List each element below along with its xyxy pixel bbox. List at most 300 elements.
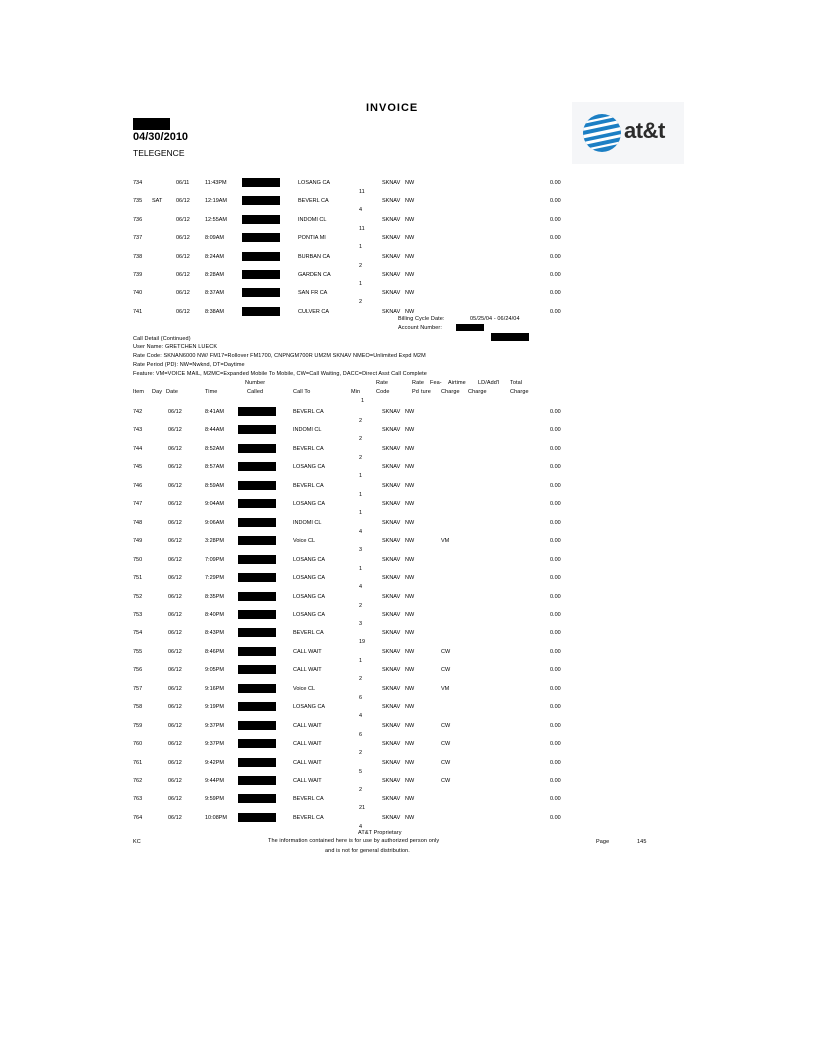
item-number: 734 — [133, 180, 143, 186]
call-date: 06/12 — [168, 667, 182, 674]
table-row — [0, 180, 816, 190]
call-date: 06/12 — [168, 519, 182, 526]
call-time: 8:09AM — [205, 235, 224, 242]
table-row — [0, 704, 816, 714]
item-number: 742 — [133, 409, 143, 415]
col-time: Time — [205, 389, 218, 395]
rate-period: NW — [405, 593, 415, 600]
call-time: 8:44AM — [205, 427, 224, 434]
rate-code: SKNAV — [382, 556, 401, 563]
total-charge: 0.00 — [550, 519, 561, 526]
item-number: 756 — [133, 667, 143, 674]
call-time: 8:24AM — [205, 253, 224, 260]
call-date: 06/12 — [168, 778, 182, 784]
call-date: 06/12 — [176, 253, 190, 260]
call-to-city: CALL WAIT — [293, 722, 322, 729]
call-time: 8:52AM — [205, 445, 224, 452]
footer-page-label: Page — [596, 839, 610, 845]
rate-period: NW — [405, 180, 415, 186]
call-time: 12:19AM — [205, 198, 228, 205]
redacted-number — [242, 196, 280, 205]
call-time: 3:28PM — [205, 538, 224, 545]
table-row — [0, 630, 816, 640]
redacted-number — [242, 215, 280, 224]
rate-code: SKNAV — [382, 685, 401, 692]
rate-period: NW — [405, 501, 415, 508]
rate-period: NW — [405, 290, 415, 297]
call-to-city: BEVERL CA — [293, 814, 324, 821]
call-date: 06/12 — [168, 538, 182, 545]
feature-code: VM — [441, 685, 450, 692]
call-time: 9:16PM — [205, 685, 224, 692]
call-date: 06/12 — [176, 308, 190, 315]
col-item: Item — [133, 389, 145, 395]
call-minutes: 2 — [359, 418, 363, 424]
call-date: 06/12 — [168, 556, 182, 563]
item-number: 762 — [133, 778, 143, 784]
redacted-number — [238, 481, 276, 490]
table-row — [0, 760, 816, 770]
rate-code: SKNAV — [382, 630, 401, 637]
call-date: 06/12 — [176, 198, 190, 205]
detail-line-5: Feature: VM=VOICE MAIL, M2MC=Expanded Mobile To Mobile, CW=Call Waiting, DACC=Direct Asst Call Complete — [133, 371, 427, 377]
item-number: 747 — [133, 501, 143, 508]
call-time: 7:09PM — [205, 556, 224, 563]
globe-icon — [582, 111, 622, 155]
col-airtime-charge: Charge — [441, 389, 460, 395]
redacted-number — [238, 794, 276, 803]
col-call-to: Call To — [293, 389, 311, 395]
call-time: 8:28AM — [205, 272, 224, 278]
feature-code: VM — [441, 538, 450, 545]
rate-code: SKNAV — [382, 593, 401, 600]
total-charge: 0.00 — [550, 593, 561, 600]
table-row — [0, 575, 816, 585]
call-to-city: LOSANG CA — [293, 575, 326, 582]
rate-code: SKNAV — [382, 235, 401, 242]
call-minutes: 5 — [359, 768, 363, 775]
item-number: 746 — [133, 482, 143, 489]
call-minutes: 1 — [359, 510, 363, 517]
rate-period: NW — [405, 272, 415, 278]
call-time: 10:08PM — [205, 814, 228, 821]
total-charge: 0.00 — [550, 704, 561, 711]
footer-proprietary: AT&T Proprietary — [358, 830, 402, 836]
rate-code: SKNAV — [382, 722, 401, 729]
redacted-number — [238, 665, 276, 674]
redacted-number — [238, 407, 276, 416]
col-date: Date — [166, 389, 179, 395]
item-number: 749 — [133, 538, 143, 545]
item-number: 745 — [133, 464, 143, 471]
call-minutes: 2 — [359, 454, 363, 461]
redacted-number — [238, 721, 276, 730]
rate-code: SKNAV — [382, 427, 401, 434]
item-number: 757 — [133, 685, 143, 692]
rate-period: NW — [405, 445, 415, 452]
item-number: 763 — [133, 796, 143, 803]
col-ture: ture — [421, 389, 431, 395]
redacted-number — [238, 776, 276, 785]
item-number: 759 — [133, 722, 143, 729]
redacted-number — [238, 702, 276, 711]
item-number: 744 — [133, 445, 143, 452]
col-min: Min — [351, 389, 361, 395]
call-time: 8:38AM — [205, 308, 224, 315]
table-row — [0, 254, 816, 264]
call-time: 8:57AM — [205, 464, 224, 471]
col-rate2-top: Rate — [412, 380, 425, 386]
col-code: Code — [376, 389, 390, 395]
call-date: 06/12 — [176, 272, 190, 278]
rate-period: NW — [405, 648, 415, 655]
call-date: 06/12 — [168, 409, 182, 415]
redacted-number — [242, 288, 280, 297]
call-time: 8:43PM — [205, 630, 224, 637]
table-row — [0, 446, 816, 456]
rate-period: NW — [405, 667, 415, 674]
rate-code: SKNAV — [382, 796, 401, 803]
item-number: 748 — [133, 519, 143, 526]
total-charge: 0.00 — [550, 180, 561, 186]
rate-period: NW — [405, 741, 415, 748]
total-charge: 0.00 — [550, 685, 561, 692]
billing-cycle-label: Billing Cycle Date: — [398, 316, 445, 322]
call-to-city: BEVERL CA — [293, 482, 324, 489]
rate-code: SKNAV — [382, 667, 401, 674]
col-day: Day — [152, 389, 163, 395]
call-to-city: LOSANG CA — [293, 556, 326, 563]
redacted-number — [238, 444, 276, 453]
call-minutes: 11 — [359, 189, 365, 195]
item-number: 758 — [133, 704, 143, 711]
item-number: 754 — [133, 630, 143, 637]
table-row — [0, 427, 816, 437]
rate-period: NW — [405, 630, 415, 637]
item-number: 741 — [133, 308, 143, 315]
call-minutes: 2 — [359, 436, 363, 443]
call-date: 06/12 — [168, 685, 182, 692]
call-time: 7:29PM — [205, 575, 224, 582]
table-row — [0, 272, 816, 282]
call-to-city: INDOMI CL — [298, 216, 327, 223]
call-date: 06/12 — [168, 427, 182, 434]
redacted-number — [238, 555, 276, 564]
call-to-city: BEVERL CA — [293, 445, 324, 452]
rate-code: SKNAV — [382, 180, 401, 186]
call-minutes: 19 — [359, 639, 366, 646]
call-time: 9:37PM — [205, 741, 224, 748]
rate-code: SKNAV — [382, 759, 401, 766]
call-time: 9:19PM — [205, 704, 224, 711]
account-number-label: Account Number: — [398, 325, 442, 331]
call-day: SAT — [152, 198, 163, 205]
table-row — [0, 538, 816, 548]
total-charge: 0.00 — [550, 778, 561, 784]
call-date: 06/12 — [168, 464, 182, 471]
call-time: 8:37AM — [205, 290, 224, 297]
call-date: 06/12 — [176, 290, 190, 297]
rate-period: NW — [405, 235, 415, 242]
call-minutes: 1 — [359, 565, 363, 572]
rate-code: SKNAV — [382, 253, 401, 260]
total-charge: 0.00 — [550, 575, 561, 582]
call-time: 12:55AM — [205, 216, 228, 223]
call-date: 06/12 — [168, 741, 182, 748]
item-number: 750 — [133, 556, 143, 563]
col-feature-top: Fea- — [430, 380, 442, 386]
call-minutes: 4 — [359, 207, 363, 214]
redacted-number — [242, 233, 280, 242]
feature-code: CW — [441, 722, 451, 729]
first-minutes: 1 — [361, 398, 365, 404]
call-time: 8:46PM — [205, 648, 224, 655]
redacted-number — [238, 592, 276, 601]
table-row — [0, 501, 816, 511]
table-row — [0, 217, 816, 227]
total-charge: 0.00 — [550, 556, 561, 563]
col-total-top: Total — [510, 380, 523, 386]
call-minutes: 4 — [359, 584, 363, 591]
call-to-city: LOSANG CA — [293, 611, 326, 618]
rate-code: SKNAV — [382, 290, 401, 297]
rate-period: NW — [405, 519, 415, 526]
billing-cycle-value: 05/25/04 - 06/24/04 — [470, 316, 520, 322]
total-charge: 0.00 — [550, 630, 561, 637]
call-minutes: 2 — [359, 750, 363, 757]
call-time: 9:59PM — [205, 796, 224, 803]
footer-notice-line-1: The information contained here is for use by authorized person only — [268, 838, 440, 844]
item-number: 740 — [133, 290, 143, 297]
rate-code: SKNAV — [382, 648, 401, 655]
total-charge: 0.00 — [550, 538, 561, 545]
rate-period: NW — [405, 308, 415, 315]
rate-period: NW — [405, 427, 415, 434]
rate-code: SKNAV — [382, 538, 401, 545]
call-time: 9:42PM — [205, 759, 224, 766]
call-minutes: 4 — [359, 528, 363, 535]
rate-period: NW — [405, 796, 415, 803]
call-to-city: INDOMI CL — [293, 427, 322, 434]
rate-code: SKNAV — [382, 741, 401, 748]
rate-code: SKNAV — [382, 445, 401, 452]
rate-code: SKNAV — [382, 575, 401, 582]
call-to-city: BEVERL CA — [293, 630, 324, 637]
call-to-city: Voice CL — [293, 685, 316, 692]
total-charge: 0.00 — [550, 445, 561, 452]
call-minutes: 1 — [359, 244, 363, 251]
detail-line-1: Call Detail (Continued) — [133, 336, 191, 342]
call-minutes: 11 — [359, 225, 365, 232]
total-charge: 0.00 — [550, 667, 561, 674]
call-minutes: 4 — [359, 713, 363, 720]
call-time: 11:43PM — [205, 180, 227, 186]
footer-page-number: 145 — [637, 839, 647, 845]
table-row — [0, 290, 816, 300]
total-charge: 0.00 — [550, 796, 561, 803]
call-time: 8:35PM — [205, 593, 224, 600]
total-charge: 0.00 — [550, 216, 561, 223]
rate-period: NW — [405, 814, 415, 821]
detail-line-3: Rate Code: SKNAN6000 NW/ FM17=Rollover FM1700, CNPNGM700R UM2M SKNAV NMEO=Unlimited Expd M2M — [133, 353, 426, 359]
redacted-number — [238, 536, 276, 545]
call-date: 06/12 — [168, 630, 182, 637]
redacted-number — [242, 307, 280, 316]
total-charge: 0.00 — [550, 427, 561, 434]
call-to-city: CALL WAIT — [293, 778, 322, 784]
rate-code: SKNAV — [382, 482, 401, 489]
call-date: 06/12 — [176, 216, 190, 223]
call-to-city: CALL WAIT — [293, 648, 322, 655]
table-row — [0, 612, 816, 622]
table-row — [0, 723, 816, 733]
table-row — [0, 796, 816, 806]
call-minutes: 2 — [359, 262, 363, 269]
table-row — [0, 409, 816, 419]
item-number: 736 — [133, 216, 143, 223]
call-minutes: 4 — [359, 823, 363, 830]
call-to-city: BEVERL CA — [298, 198, 329, 205]
invoice-date: 04/30/2010 — [133, 131, 189, 143]
call-to-city: CALL WAIT — [293, 759, 322, 766]
total-charge: 0.00 — [550, 253, 561, 260]
rate-period: NW — [405, 722, 415, 729]
rate-code: SKNAV — [382, 216, 401, 223]
table-row — [0, 198, 816, 208]
table-row — [0, 557, 816, 567]
call-minutes: 3 — [359, 620, 363, 627]
call-date: 06/12 — [168, 814, 182, 821]
call-date: 06/12 — [176, 235, 190, 242]
table-row — [0, 594, 816, 604]
col-pd: Pd — [412, 389, 419, 395]
redacted-number — [238, 628, 276, 637]
total-charge: 0.00 — [550, 648, 561, 655]
rate-period: NW — [405, 464, 415, 471]
table-row — [0, 686, 816, 696]
call-date: 06/12 — [168, 482, 182, 489]
call-minutes: 2 — [359, 787, 363, 793]
rate-code: SKNAV — [382, 198, 401, 205]
item-number: 760 — [133, 741, 143, 748]
col-total-charge: Charge — [510, 389, 529, 395]
call-to-city: LOSANG CA — [293, 464, 326, 471]
feature-code: CW — [441, 667, 451, 674]
call-minutes: 21 — [359, 805, 366, 812]
total-charge: 0.00 — [550, 741, 561, 748]
rate-period: NW — [405, 778, 415, 784]
call-date: 06/12 — [168, 796, 182, 803]
item-number: 738 — [133, 253, 143, 260]
total-charge: 0.00 — [550, 272, 561, 278]
item-number: 737 — [133, 235, 143, 242]
redacted-number — [242, 270, 280, 279]
rate-code: SKNAV — [382, 464, 401, 471]
detail-line-4: Rate Period (PD): NW=Nwknd, DT=Daytime — [133, 362, 245, 368]
col-ld-top: LD/Add'l — [478, 380, 500, 386]
call-to-city: PONTIA MI — [298, 235, 326, 242]
rate-code: SKNAV — [382, 814, 401, 821]
call-to-city: BEVERL CA — [293, 409, 324, 415]
table-row — [0, 741, 816, 751]
call-to-city: LOSANG CA — [293, 704, 326, 711]
table-row — [0, 667, 816, 677]
call-minutes: 3 — [359, 547, 363, 554]
call-minutes: 2 — [359, 676, 363, 683]
item-number: 752 — [133, 593, 143, 600]
rate-code: SKNAV — [382, 778, 401, 784]
table-row — [0, 649, 816, 659]
call-date: 06/12 — [168, 445, 182, 452]
total-charge: 0.00 — [550, 290, 561, 297]
call-to-city: BEVERL CA — [293, 796, 324, 803]
rate-code: SKNAV — [382, 519, 401, 526]
total-charge: 0.00 — [550, 308, 561, 315]
rate-period: NW — [405, 409, 415, 415]
rate-period: NW — [405, 685, 415, 692]
col-number-top: Number — [245, 380, 266, 386]
redaction-block — [133, 118, 170, 130]
att-logo — [572, 102, 684, 164]
total-charge: 0.00 — [550, 814, 561, 821]
total-charge: 0.00 — [550, 235, 561, 242]
rate-period: NW — [405, 216, 415, 223]
call-time: 9:04AM — [205, 501, 224, 508]
call-time: 8:40PM — [205, 611, 224, 618]
call-minutes: 6 — [359, 694, 363, 701]
rate-code: SKNAV — [382, 409, 401, 415]
call-minutes: 2 — [359, 299, 363, 306]
footer-left-code: KC — [133, 839, 141, 845]
rate-period: NW — [405, 538, 415, 545]
call-date: 06/11 — [176, 180, 190, 186]
call-date: 06/12 — [168, 648, 182, 655]
logo-wordmark: at&t — [624, 118, 665, 143]
feature-code: CW — [441, 648, 451, 655]
call-minutes: 2 — [359, 602, 363, 609]
call-time: 8:59AM — [205, 482, 224, 489]
redacted-number — [238, 813, 276, 822]
rate-period: NW — [405, 482, 415, 489]
call-time: 9:05PM — [205, 667, 224, 674]
call-date: 06/12 — [168, 501, 182, 508]
item-number: 739 — [133, 272, 143, 278]
call-to-city: LOSANG CA — [293, 501, 326, 508]
table-row — [0, 483, 816, 493]
call-to-city: Voice CL — [293, 538, 316, 545]
redacted-number — [238, 684, 276, 693]
call-time: 9:37PM — [205, 722, 224, 729]
redacted-number — [238, 739, 276, 748]
redacted-number — [238, 462, 276, 471]
call-to-city: BURBAN CA — [298, 253, 331, 260]
rate-period: NW — [405, 198, 415, 205]
rate-period: NW — [405, 575, 415, 582]
table-row — [0, 778, 816, 788]
item-number: 755 — [133, 648, 143, 655]
total-charge: 0.00 — [550, 611, 561, 618]
item-number: 735 — [133, 198, 143, 205]
total-charge: 0.00 — [550, 759, 561, 766]
total-charge: 0.00 — [550, 409, 561, 415]
total-charge: 0.00 — [550, 722, 561, 729]
invoice-title: INVOICE — [366, 102, 419, 114]
call-minutes: 1 — [359, 491, 363, 498]
feature-code: CW — [441, 778, 451, 784]
table-row — [0, 464, 816, 474]
call-date: 06/12 — [168, 759, 182, 766]
call-minutes: 1 — [359, 281, 363, 287]
